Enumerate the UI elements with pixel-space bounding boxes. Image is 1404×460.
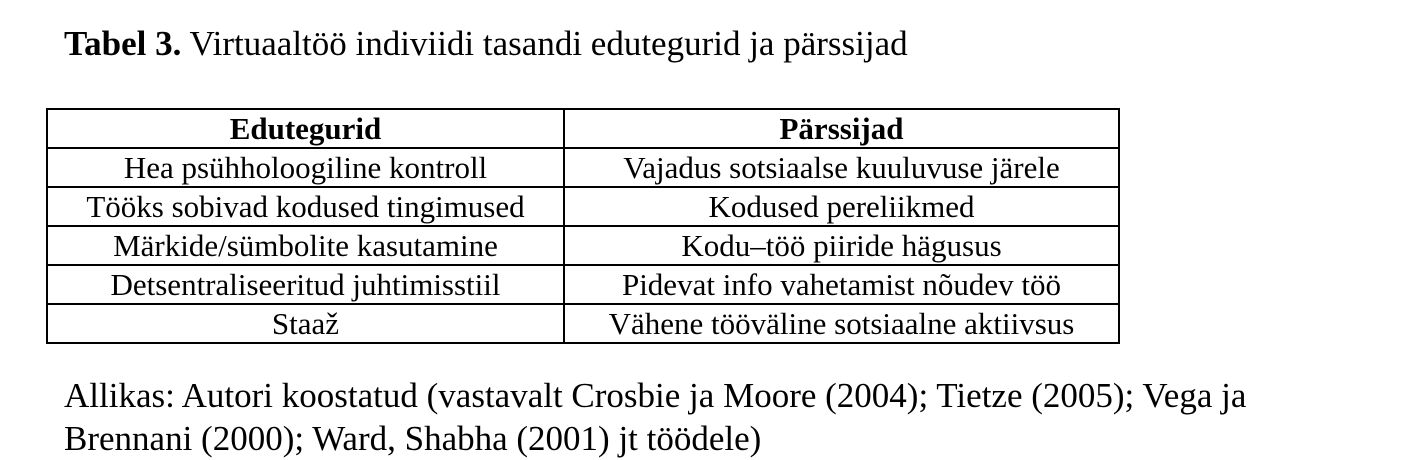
table-header-row — [47, 109, 1119, 148]
table-cell-edutegur: Märkide/sümbolite kasutamine — [47, 226, 564, 265]
table-row — [47, 265, 1119, 304]
factors-table — [46, 108, 1120, 344]
table-caption-label: Tabel 3. — [64, 24, 182, 63]
table-row — [47, 226, 1119, 265]
table-row — [47, 187, 1119, 226]
table-cell-parssija: Vähene tööväline sotsiaalne aktiivsus — [564, 304, 1119, 343]
source-note — [64, 374, 1376, 460]
table-caption-text: Virtuaaltöö indiviidi tasandi edutegurid ja pärssijad — [189, 24, 908, 63]
table-cell-parssija: Kodu–töö piiride hägusus — [564, 226, 1119, 265]
table-cell-edutegur: Detsentraliseeritud juhtimisstiil — [47, 265, 564, 304]
source-note-line-2: Brennani (2000); Ward, Shabha (2001) jt töödele) — [64, 419, 762, 458]
table-cell-edutegur: Hea psühholoogiline kontroll — [47, 148, 564, 187]
table-cell-parssija: Vajadus sotsiaalse kuuluvuse järele — [564, 148, 1119, 187]
column-header-parssijad: Pärssijad — [564, 109, 1119, 148]
table-cell-parssija: Kodused pereliikmed — [564, 187, 1119, 226]
column-header-edutegurid: Edutegurid — [47, 109, 564, 148]
table-cell-parssija: Pidevat info vahetamist nõudev töö — [564, 265, 1119, 304]
table-cell-edutegur: Staaž — [47, 304, 564, 343]
table-caption — [64, 22, 908, 66]
table-cell-edutegur: Tööks sobivad kodused tingimused — [47, 187, 564, 226]
table-row — [47, 148, 1119, 187]
source-note-line-1: Allikas: Autori koostatud (vastavalt Crosbie ja Moore (2004); Tietze (2005); Vega ja — [64, 376, 1247, 415]
table-row — [47, 304, 1119, 343]
